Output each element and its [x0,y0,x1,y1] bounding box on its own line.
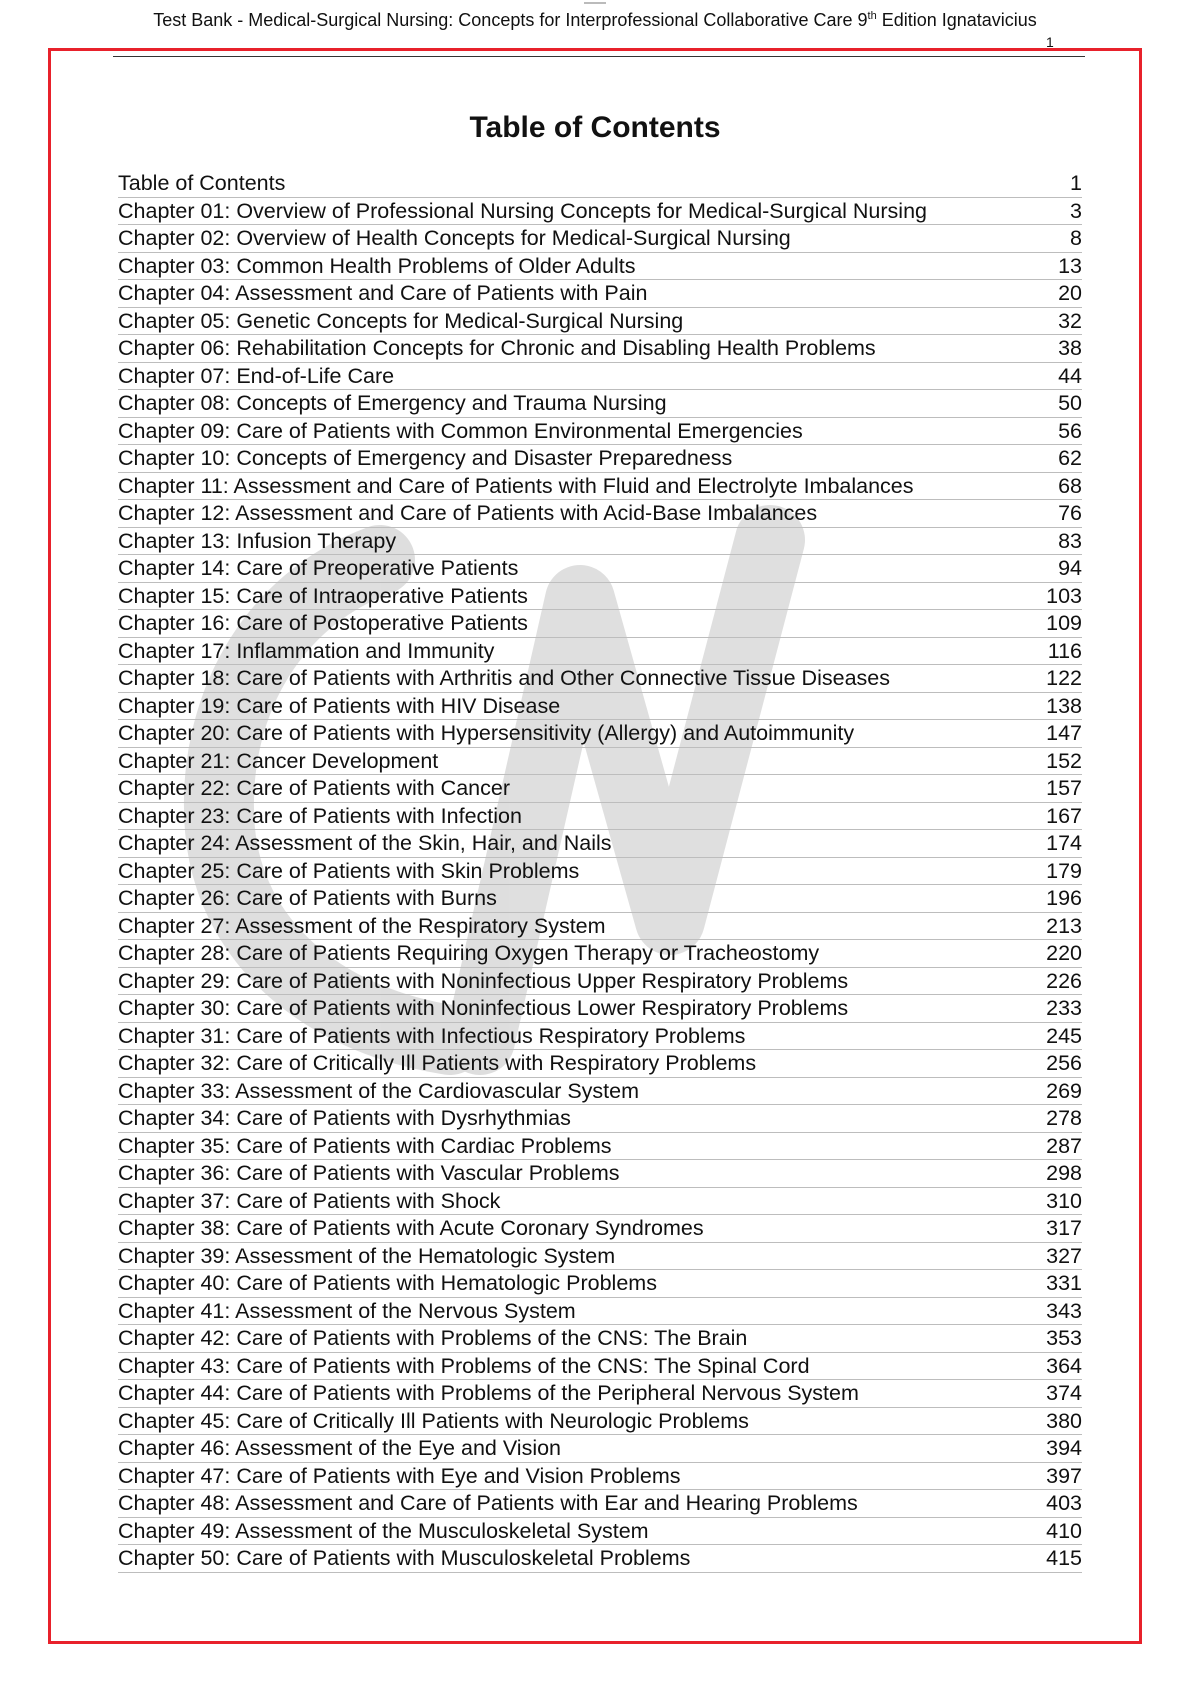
toc-entry[interactable] [118,583,1082,611]
toc-entry[interactable] [118,1050,1082,1078]
toc-entry-title[interactable]: Chapter 24: Assessment of the Skin, Hair, and Nails [118,831,612,855]
toc-entry[interactable] [118,1160,1082,1188]
toc-entry-title[interactable]: Chapter 46: Assessment of the Eye and Vision [118,1436,562,1460]
toc-entry[interactable] [118,1243,1082,1271]
toc-entry[interactable] [118,1518,1082,1546]
header-text: Test Bank - Medical-Surgical Nursing: Concepts for Interprofessional Collaborative Care 9 [153,10,868,30]
toc-entry[interactable] [118,1545,1082,1573]
toc-entry-title[interactable]: Chapter 17: Inflammation and Immunity [118,638,495,663]
toc-entry-page-number: 394 [1046,1436,1082,1460]
toc-entry[interactable] [118,473,1082,501]
toc-entry[interactable] [118,1105,1082,1133]
toc-entry[interactable] [118,170,1082,198]
toc-entry-page-number: 109 [1046,611,1082,635]
toc-entry-page-number: 94 [1058,556,1082,580]
toc-entry-title[interactable]: Chapter 16: Care of Postoperative Patients [118,611,528,635]
toc-entry[interactable] [118,1078,1082,1106]
toc-entry-page-number: 196 [1046,886,1082,910]
toc-entry-title[interactable]: Chapter 06: Rehabilitation Concepts for Chronic and Disabling Health Problems [118,336,876,360]
toc-entry-title[interactable]: Chapter 48: Assessment and Care of Patients with Ear and Hearing Problems [118,1491,858,1515]
toc-entry-title[interactable]: Chapter 13: Infusion Therapy [118,528,397,553]
toc-entry-title[interactable]: Chapter 23: Care of Patients with Infection [118,803,522,828]
toc-entry-title[interactable]: Chapter 10: Concepts of Emergency and Disaster Preparedness [118,446,733,470]
toc-entry[interactable] [118,995,1082,1023]
toc-entry-title[interactable]: Chapter 27: Assessment of the Respiratory System [118,913,606,938]
toc-entry-page-number: 68 [1058,473,1082,498]
toc-entry-title[interactable]: Chapter 41: Assessment of the Nervous System [118,1298,576,1323]
toc-entry[interactable] [118,1380,1082,1408]
toc-entry[interactable] [118,748,1082,776]
toc-entry-page-number: 380 [1046,1408,1082,1433]
toc-entry[interactable] [118,445,1082,473]
toc-entry[interactable] [118,968,1082,996]
toc-entry[interactable] [118,885,1082,913]
toc-entry-page-number: 62 [1058,446,1082,470]
toc-entry-page-number: 269 [1046,1078,1082,1103]
toc-entry[interactable] [118,1023,1082,1051]
page-header [0,10,1190,31]
toc-entry-title[interactable]: Chapter 50: Care of Patients with Musculoskeletal Problems [118,1546,691,1570]
toc-entry-title[interactable]: Chapter 22: Care of Patients with Cancer [118,776,510,800]
toc-entry[interactable] [118,940,1082,968]
toc-entry-page-number: 50 [1058,391,1082,415]
toc-entry-title[interactable]: Chapter 21: Cancer Development [118,748,439,773]
toc-entry-title[interactable]: Chapter 34: Care of Patients with Dysrhythmias [118,1106,571,1130]
toc-entry-page-number: 1 [1070,171,1082,195]
toc-entry-title[interactable]: Chapter 20: Care of Patients with Hypersensitivity (Allergy) and Autoimmunity [118,721,855,745]
toc-entry[interactable] [118,363,1082,391]
toc-entry-page-number: 256 [1046,1051,1082,1075]
toc-entry[interactable] [118,225,1082,253]
toc-entry-title[interactable]: Chapter 38: Care of Patients with Acute Coronary Syndromes [118,1216,704,1240]
toc-entry-title[interactable]: Chapter 31: Care of Patients with Infectious Respiratory Problems [118,1023,746,1048]
toc-entry-title[interactable]: Chapter 26: Care of Patients with Burns [118,886,497,910]
toc-entry[interactable] [118,720,1082,748]
toc-entry-page-number: 8 [1070,226,1082,250]
toc-entry[interactable] [118,1188,1082,1216]
toc-entry-title[interactable]: Chapter 07: End-of-Life Care [118,363,395,388]
toc-entry-page-number: 298 [1046,1161,1082,1185]
toc-entry-title[interactable]: Chapter 35: Care of Patients with Cardiac Problems [118,1133,612,1158]
toc-entry-title[interactable]: Chapter 19: Care of Patients with HIV Disease [118,693,561,718]
header-page-number: 1 [1046,34,1054,50]
toc-entry-page-number: 364 [1046,1353,1082,1378]
toc-entry-title[interactable]: Chapter 04: Assessment and Care of Patients with Pain [118,281,648,305]
toc-entry-page-number: 403 [1046,1491,1082,1515]
toc-entry-page-number: 167 [1046,803,1082,828]
toc-entry-title[interactable]: Chapter 02: Overview of Health Concepts for Medical-Surgical Nursing [118,226,791,250]
toc-entry[interactable] [118,390,1082,418]
toc-entry[interactable] [118,638,1082,666]
toc-entry[interactable] [118,693,1082,721]
toc-entry-title[interactable]: Chapter 15: Care of Intraoperative Patients [118,583,528,608]
header-text-suffix: Edition Ignatavicius [876,10,1037,30]
toc-entry[interactable] [118,665,1082,693]
toc-entry-page-number: 38 [1058,336,1082,360]
toc-entry-page-number: 116 [1047,638,1082,663]
toc-entry[interactable] [118,1270,1082,1298]
toc-entry-page-number: 152 [1046,748,1082,773]
toc-entry[interactable] [118,555,1082,583]
toc-entry[interactable] [118,418,1082,446]
toc-entry-page-number: 353 [1046,1326,1082,1350]
toc-entry[interactable] [118,1215,1082,1243]
toc-entry-title[interactable]: Chapter 33: Assessment of the Cardiovascular System [118,1078,640,1103]
toc-entry[interactable] [118,1435,1082,1463]
toc-entry-page-number: 13 [1058,253,1082,278]
toc-entry-page-number: 327 [1046,1243,1082,1268]
page-title: Table of Contents [469,111,721,144]
toc-entry-title[interactable]: Chapter 45: Care of Critically Ill Patients with Neurologic Problems [118,1408,749,1433]
toc-entry-page-number: 310 [1046,1188,1082,1213]
toc-entry[interactable] [118,610,1082,638]
toc-entry-page-number: 122 [1046,666,1082,690]
toc-entry-page-number: 138 [1046,693,1082,718]
toc-entry-page-number: 287 [1046,1133,1082,1158]
toc-entry-title[interactable]: Chapter 28: Care of Patients Requiring Oxygen Therapy or Tracheostomy [118,941,820,965]
toc-entry-title[interactable]: Chapter 47: Care of Patients with Eye and Vision Problems [118,1463,681,1488]
toc-entry[interactable] [118,1353,1082,1381]
toc-entry[interactable] [118,198,1082,226]
toc-entry[interactable] [118,1490,1082,1518]
toc-entry-title[interactable]: Chapter 49: Assessment of the Musculoskeletal System [118,1518,649,1543]
toc-entry[interactable] [118,1463,1082,1491]
toc-entry[interactable] [118,913,1082,941]
toc-entry-title[interactable]: Chapter 03: Common Health Problems of Older Adults [118,253,636,278]
toc-entry-page-number: 20 [1058,281,1082,305]
toc-entry[interactable] [118,830,1082,858]
toc-entry-title[interactable]: Table of Contents [118,171,286,195]
toc-entry-title[interactable]: Chapter 09: Care of Patients with Common Environmental Emergencies [118,418,803,443]
toc-entry[interactable] [118,308,1082,336]
toc-entry-page-number: 83 [1058,528,1082,553]
toc-entry-title[interactable]: Chapter 11: Assessment and Care of Patients with Fluid and Electrolyte Imbalances [118,473,914,498]
toc-entry[interactable] [118,1133,1082,1161]
toc-entry[interactable] [118,335,1082,363]
top-decoration-mark [584,2,606,4]
toc-entry-page-number: 147 [1046,721,1082,745]
toc-entry-page-number: 397 [1046,1463,1082,1488]
toc-entry-page-number: 3 [1070,198,1082,223]
toc-entry-page-number: 233 [1046,996,1082,1020]
toc-entry-page-number: 32 [1058,308,1082,333]
toc-entry-title[interactable]: Chapter 25: Care of Patients with Skin Problems [118,858,580,883]
toc-entry-title[interactable]: Chapter 29: Care of Patients with Noninfectious Upper Respiratory Problems [118,968,849,993]
toc-entry-page-number: 317 [1046,1216,1082,1240]
toc-entry-page-number: 179 [1046,858,1082,883]
toc-entry-page-number: 374 [1046,1381,1082,1405]
toc-entry-page-number: 44 [1058,363,1082,388]
toc-entry-title[interactable]: Chapter 39: Assessment of the Hematologic System [118,1243,616,1268]
toc-entry-title[interactable]: Chapter 42: Care of Patients with Problems of the CNS: The Brain [118,1326,748,1350]
toc-entry-page-number: 103 [1046,583,1082,608]
toc-entry[interactable] [118,528,1082,556]
toc-entry-title[interactable]: Chapter 14: Care of Preoperative Patients [118,556,519,580]
toc-entry-title[interactable]: Chapter 32: Care of Critically Ill Patients with Respiratory Problems [118,1051,757,1075]
toc-entry-page-number: 76 [1058,501,1082,525]
toc-entry-page-number: 410 [1046,1518,1082,1543]
toc-entry-page-number: 343 [1046,1298,1082,1323]
toc-entry[interactable] [118,500,1082,528]
toc-entry-title[interactable]: Chapter 36: Care of Patients with Vascular Problems [118,1161,620,1185]
toc-entry-page-number: 415 [1046,1546,1082,1570]
toc-entry-title[interactable]: Chapter 30: Care of Patients with Noninfectious Lower Respiratory Problems [118,996,849,1020]
toc-entry-title[interactable]: Chapter 18: Care of Patients with Arthritis and Other Connective Tissue Diseases [118,666,890,690]
toc-entry[interactable] [118,803,1082,831]
toc-entry[interactable] [118,280,1082,308]
header-superscript: th [867,10,877,22]
toc-entry-title[interactable]: Chapter 40: Care of Patients with Hematologic Problems [118,1271,657,1295]
toc-entry-page-number: 245 [1046,1023,1082,1048]
toc-entry-title[interactable]: Chapter 43: Care of Patients with Problems of the CNS: The Spinal Cord [118,1353,810,1378]
toc-entry[interactable] [118,1408,1082,1436]
toc-entry-title[interactable]: Chapter 05: Genetic Concepts for Medical-Surgical Nursing [118,308,684,333]
toc-entry-title[interactable]: Chapter 12: Assessment and Care of Patients with Acid-Base Imbalances [118,501,818,525]
toc-entry-page-number: 157 [1046,776,1082,800]
toc-entry-page-number: 220 [1046,941,1082,965]
toc-entry-page-number: 226 [1046,968,1082,993]
toc-entry[interactable] [118,858,1082,886]
toc-entry[interactable] [118,1298,1082,1326]
toc-entry-page-number: 174 [1046,831,1082,855]
toc-entry-page-number: 213 [1046,913,1082,938]
toc-entry-title[interactable]: Chapter 37: Care of Patients with Shock [118,1188,501,1213]
table-of-contents [118,170,1082,1573]
toc-entry[interactable] [118,775,1082,803]
toc-entry[interactable] [118,253,1082,281]
toc-entry-title[interactable]: Chapter 44: Care of Patients with Problems of the Peripheral Nervous System [118,1381,859,1405]
toc-entry-page-number: 278 [1046,1106,1082,1130]
toc-entry-page-number: 331 [1046,1271,1082,1295]
toc-entry-title[interactable]: Chapter 08: Concepts of Emergency and Trauma Nursing [118,391,667,415]
header-divider [113,56,1085,57]
toc-entry-page-number: 56 [1058,418,1082,443]
toc-entry-title[interactable]: Chapter 01: Overview of Professional Nursing Concepts for Medical-Surgical Nursing [118,198,927,223]
toc-entry[interactable] [118,1325,1082,1353]
